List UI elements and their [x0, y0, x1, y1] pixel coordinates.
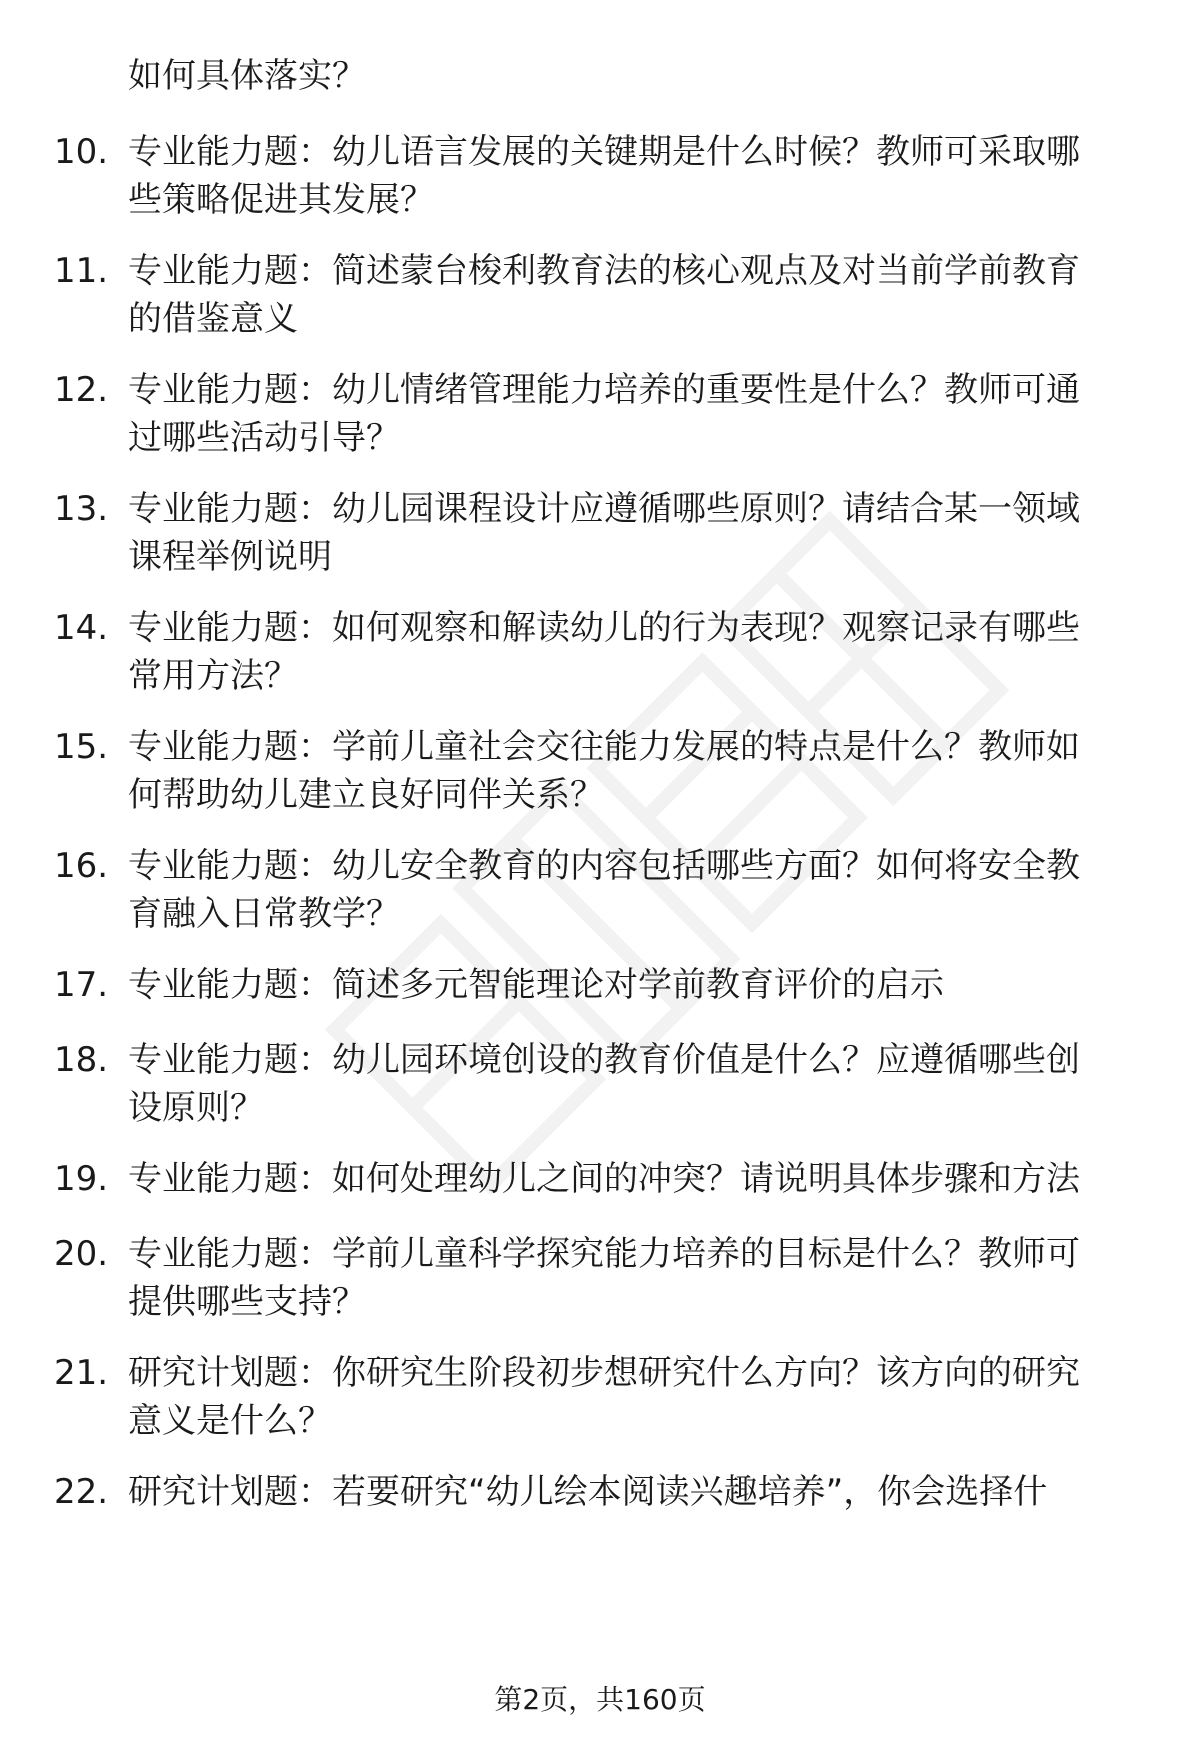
question-number: 17.	[54, 965, 109, 1005]
question-text	[128, 366, 1138, 462]
question-line: 的借鉴意义	[128, 299, 298, 339]
question-number: 19.	[54, 1159, 109, 1199]
question-text	[128, 1230, 1138, 1326]
question-text	[128, 723, 1138, 819]
question-text	[128, 485, 1138, 581]
question-line: 专业能力题：幼儿园课程设计应遵循哪些原则？请结合某一领域	[128, 489, 1080, 529]
question-line: 专业能力题：如何观察和解读幼儿的行为表现？观察记录有哪些	[128, 608, 1080, 648]
question-text	[128, 842, 1138, 938]
question-line: 专业能力题：幼儿语言发展的关键期是什么时候？教师可采取哪	[128, 132, 1080, 172]
question-number: 16.	[54, 846, 109, 886]
question-text	[128, 1036, 1138, 1132]
question-number: 18.	[54, 1040, 109, 1080]
question-number: 14.	[54, 608, 109, 648]
question-line: 常用方法？	[128, 656, 298, 696]
question-line: 专业能力题：幼儿安全教育的内容包括哪些方面？如何将安全教	[128, 846, 1080, 886]
question-number: 20.	[54, 1234, 109, 1274]
question-text	[128, 247, 1138, 343]
question-line: 专业能力题：简述蒙台梭利教育法的核心观点及对当前学前教育	[128, 251, 1080, 291]
question-number: 21.	[54, 1353, 109, 1393]
question-line: 专业能力题：学前儿童社会交往能力发展的特点是什么？教师如	[128, 727, 1080, 767]
question-number: 12.	[54, 370, 109, 410]
question-text	[128, 1155, 1138, 1203]
continuation-text: 如何具体落实？	[128, 56, 366, 96]
question-line: 设原则？	[128, 1088, 264, 1128]
question-line: 研究计划题：你研究生阶段初步想研究什么方向？该方向的研究	[128, 1353, 1080, 1393]
question-line: 专业能力题：简述多元智能理论对学前教育评价的启示	[128, 965, 944, 1005]
question-line: 专业能力题：学前儿童科学探究能力培养的目标是什么？教师可	[128, 1234, 1080, 1274]
question-line: 何帮助幼儿建立良好同伴关系？	[128, 775, 604, 815]
question-line: 专业能力题：幼儿情绪管理能力培养的重要性是什么？教师可通	[128, 370, 1080, 410]
question-number: 10.	[54, 132, 109, 172]
question-text	[128, 1468, 1138, 1516]
question-number: 11.	[54, 251, 109, 291]
question-line: 专业能力题：如何处理幼儿之间的冲突？请说明具体步骤和方法	[128, 1159, 1080, 1199]
question-line: 意义是什么？	[128, 1401, 332, 1441]
question-line: 育融入日常教学？	[128, 894, 400, 934]
question-number: 22.	[54, 1472, 109, 1512]
question-line: 些策略促进其发展？	[128, 180, 434, 220]
question-text	[128, 961, 1138, 1009]
question-line: 课程举例说明	[128, 537, 332, 577]
question-line: 提供哪些支持？	[128, 1282, 366, 1322]
page-footer: 第2页，共160页	[494, 1683, 706, 1716]
question-line: 专业能力题：幼儿园环境创设的教育价值是什么？应遵循哪些创	[128, 1040, 1080, 1080]
question-number: 15.	[54, 727, 109, 767]
question-number: 13.	[54, 489, 109, 529]
question-text	[128, 1349, 1138, 1445]
question-line: 过哪些活动引导？	[128, 418, 400, 458]
question-text	[128, 604, 1138, 700]
question-line: 研究计划题：若要研究“幼儿绘本阅读兴趣培养”，你会选择什	[128, 1472, 1048, 1512]
question-text	[128, 128, 1138, 224]
